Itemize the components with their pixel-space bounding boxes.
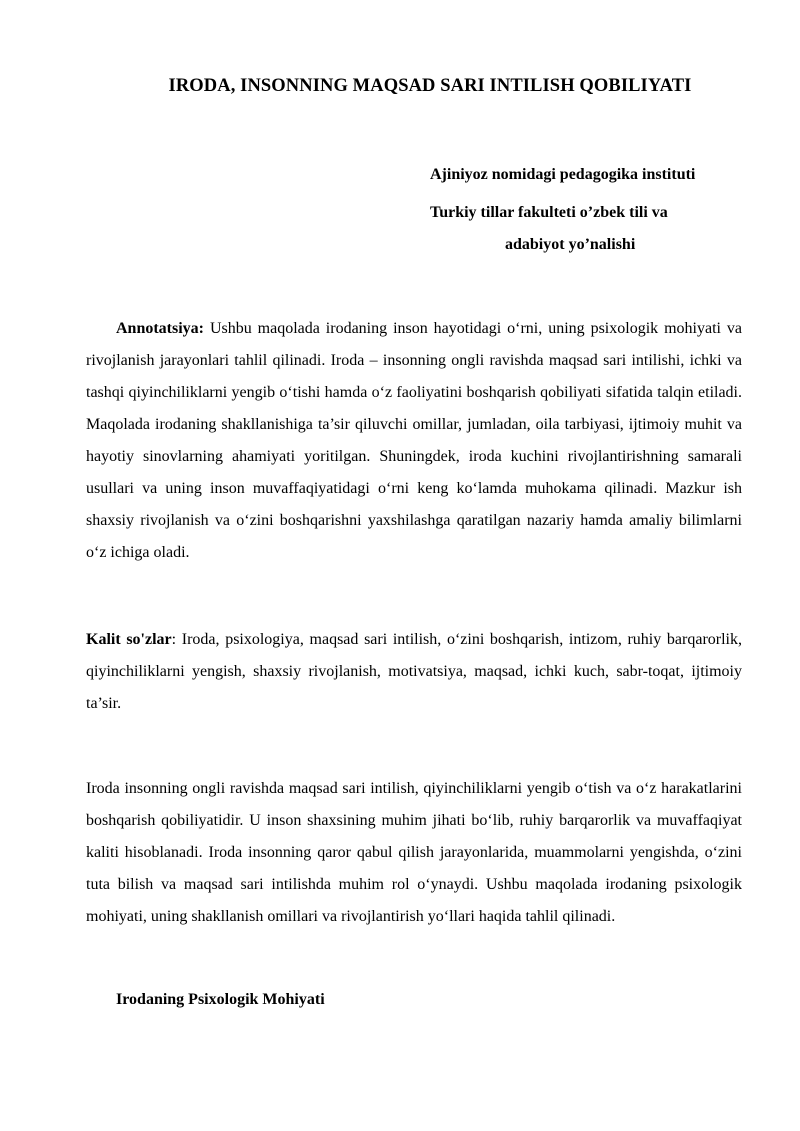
keywords-text: : Iroda, psixologiya, maqsad sari intilish, o‘zini boshqarish, intizom, ruhiy barqarorlik, qiyinchiliklarni yengish, shaxsiy rivojlanish, motivatsiya, maqsad, ichki kuch, sabr-toqat, ijtimoiy ta’sir. — [86, 631, 742, 712]
affiliation-program: adabiyot yo’nalishi — [505, 236, 636, 253]
abstract-label: Annotatsiya: — [116, 320, 205, 337]
abstract-paragraph — [86, 313, 742, 569]
keywords-label: Kalit so'zlar — [86, 631, 172, 648]
affiliation-institute: Ajiniyoz nomidagi pedagogika instituti — [430, 166, 696, 183]
affiliation-faculty: Turkiy tillar fakulteti o’zbek tili va — [430, 204, 668, 221]
document-title: IRODA, INSONNING MAQSAD SARI INTILISH QOBILIYATI — [168, 76, 692, 96]
intro-paragraph: Iroda insonning ongli ravishda maqsad sari intilish, qiyinchiliklarni yengib o‘tish va o‘z harakatlarini boshqarish qobiliyatidir. U inson shaxsining muhim jihati bo‘lib, ruhiy barqarorlik va muvaffaqiyat kaliti hisoblanadi. Iroda insonning qaror qabul qilish jarayonlarida, muammolarni yengishda, o‘zini tuta bilish va maqsad sari intilishda muhim rol o‘ynaydi. Ushbu maqolada irodaning psixologik mohiyati, uning shakllanish omillari va rivojlantirish yo‘llari haqida tahlil qilinadi. — [86, 780, 742, 925]
section-heading: Irodaning Psixologik Mohiyati — [116, 991, 325, 1008]
abstract-text: Ushbu maqolada irodaning inson hayotidagi o‘rni, uning psixologik mohiyati va rivojlanish jarayonlari tahlil qilinadi. Iroda – insonning ongli ravishda maqsad sari intilishi, ichki va tashqi qiyinchiliklarni yengib o‘tishi hamda o‘z faoliyatini boshqarish qobiliyati sifatida talqin etiladi. Maqolada irodaning shakllanishiga ta’sir qiluvchi omillar, jumladan, oila tarbiyasi, ijtimoiy muhit va hayotiy sinovlarning ahamiyati yoritilgan. Shuningdek, iroda kuchini rivojlantirishning samarali usullari va uning inson muvaffaqiyatidagi o‘rni keng ko‘lamda muhokama qilinadi. Mazkur ish shaxsiy rivojlanish va o‘zini boshqarishni yaxshilashga qaratilgan nazariy hamda amaliy bilimlarni o‘z ichiga oladi. — [86, 320, 742, 561]
keywords-paragraph — [86, 624, 742, 720]
